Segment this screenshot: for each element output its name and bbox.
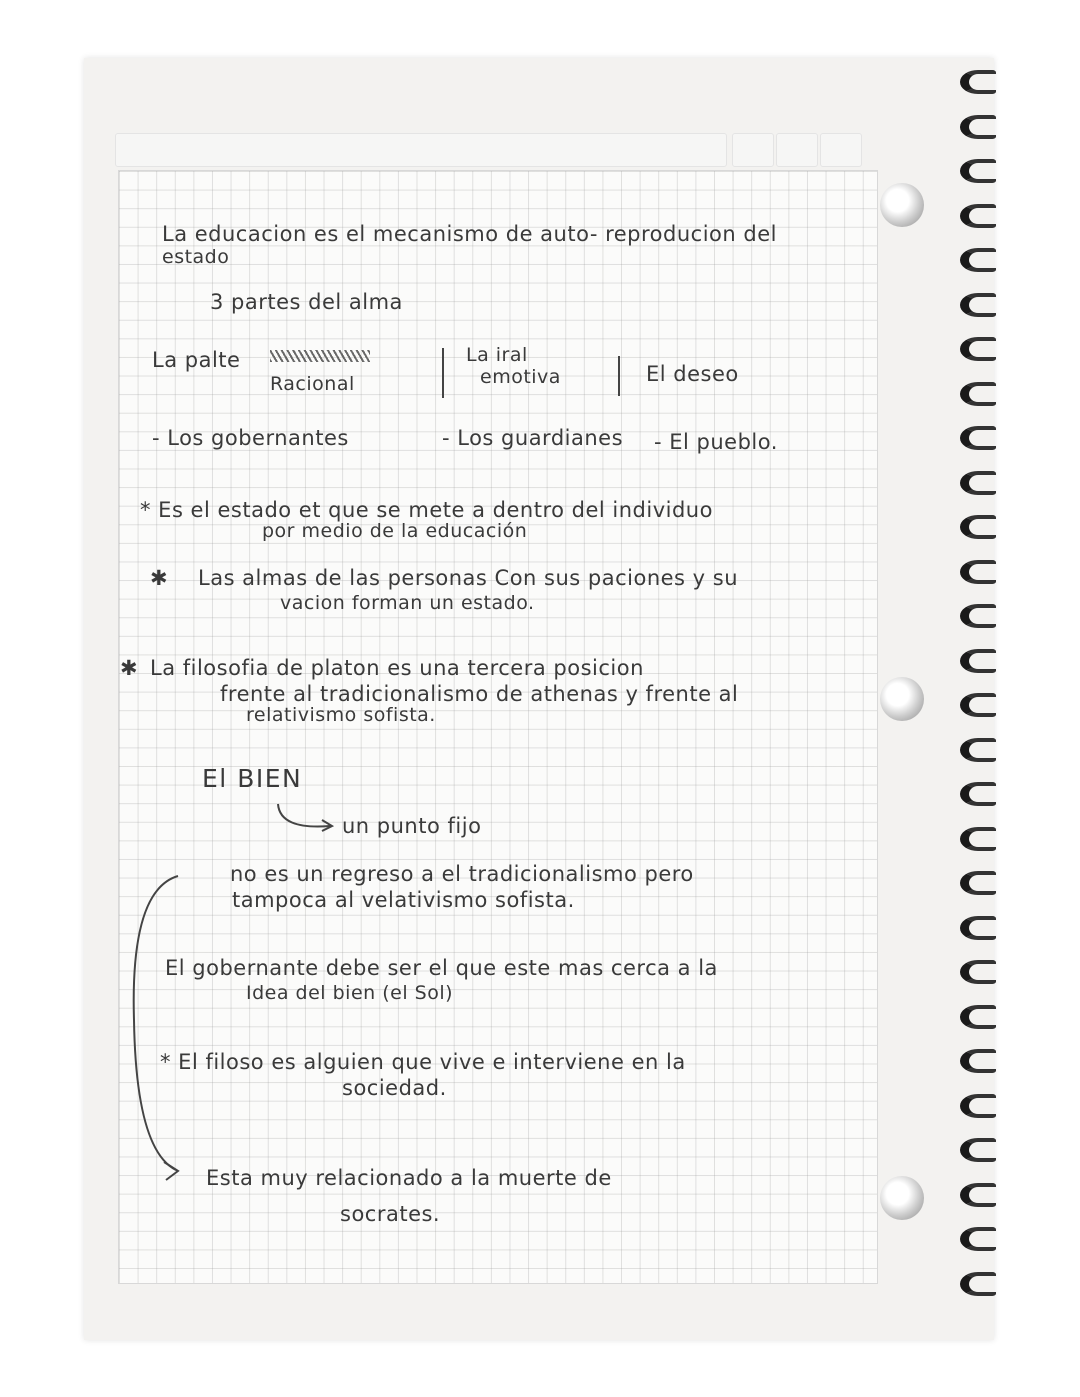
col3-label: El deseo [646,362,739,386]
spiral-ring-icon [960,604,996,628]
note-line: * Es el estado et que se mete a dentro del individuo [140,498,713,522]
star-icon: ✱ [150,566,169,590]
spiral-ring-icon [960,248,996,272]
spiral-ring-icon [960,1049,996,1073]
spiral-ring-icon [960,337,996,361]
punch-hole-icon [880,183,924,227]
note-line: La educacion es el mecanismo de auto- reproducion del [162,222,777,246]
curved-arrow-icon [270,800,350,840]
header-box [820,133,862,167]
note-line: La filosofia de platon es una tercera posicion [150,656,644,680]
col2-label: La iral [466,344,528,366]
note-line: sociedad. [342,1076,447,1100]
bien-title: El BIEN [202,764,303,793]
spiral-ring-icon [960,871,996,895]
divider [618,356,620,396]
note-line: no es un regreso a el tradicionalismo pero [230,862,694,886]
col1-label: La palte [152,348,241,372]
spiral-ring-icon [960,1272,996,1296]
spiral-ring-icon [960,382,996,406]
spiral-ring-icon [960,115,996,139]
note-line: Idea del bien (el Sol) [246,982,454,1004]
header-box [776,133,818,167]
note-line: frente al tradicionalismo de athenas y frente al [220,682,739,706]
punch-hole-icon [880,677,924,721]
scribble-mark [270,350,370,362]
bien-sub: un punto fijo [342,814,482,838]
note-line: estado [162,246,230,268]
spiral-ring-icon [960,515,996,539]
spiral-binding [960,70,1000,1320]
spiral-ring-icon [960,960,996,984]
spiral-ring-icon [960,560,996,584]
header-strip [115,133,727,167]
note-line: vacion forman un estado. [280,592,535,614]
spiral-ring-icon [960,738,996,762]
spiral-ring-icon [960,1183,996,1207]
spiral-ring-icon [960,693,996,717]
spiral-ring-icon [960,471,996,495]
spiral-ring-icon [960,916,996,940]
grid-paper [118,170,878,1284]
gov-item: - Los gobernantes [152,426,349,450]
star-icon: ✱ [120,656,139,680]
bracket-arrow-icon [120,870,190,1190]
note-line: Esta muy relacionado a la muerte de [206,1166,612,1190]
heading-parts: 3 partes del alma [210,290,403,314]
header-box [732,133,774,167]
spiral-ring-icon [960,1005,996,1029]
note-line: tampoca al velativismo sofista. [232,888,575,912]
spiral-ring-icon [960,426,996,450]
spiral-ring-icon [960,204,996,228]
spiral-ring-icon [960,827,996,851]
gov-item: - El pueblo. [654,430,778,454]
col2-sub: emotiva [480,366,561,388]
spiral-ring-icon [960,782,996,806]
spiral-ring-icon [960,1138,996,1162]
note-line: Las almas de las personas Con sus paciones y su [198,566,739,590]
col1-sub: Racional [270,373,355,395]
note-line: relativismo sofista. [246,704,436,726]
note-line: El gobernante debe ser el que este mas cerca a la [165,956,718,980]
note-line: socrates. [340,1202,441,1226]
spiral-ring-icon [960,1227,996,1251]
spiral-ring-icon [960,1094,996,1118]
spiral-ring-icon [960,159,996,183]
punch-hole-icon [880,1176,924,1220]
note-line: por medio de la educación [262,520,528,542]
spiral-ring-icon [960,70,996,94]
note-line: * El filoso es alguien que vive e interviene en la [160,1050,686,1074]
divider [442,348,444,398]
spiral-ring-icon [960,649,996,673]
gov-item: - Los guardianes [442,426,624,450]
spiral-ring-icon [960,293,996,317]
